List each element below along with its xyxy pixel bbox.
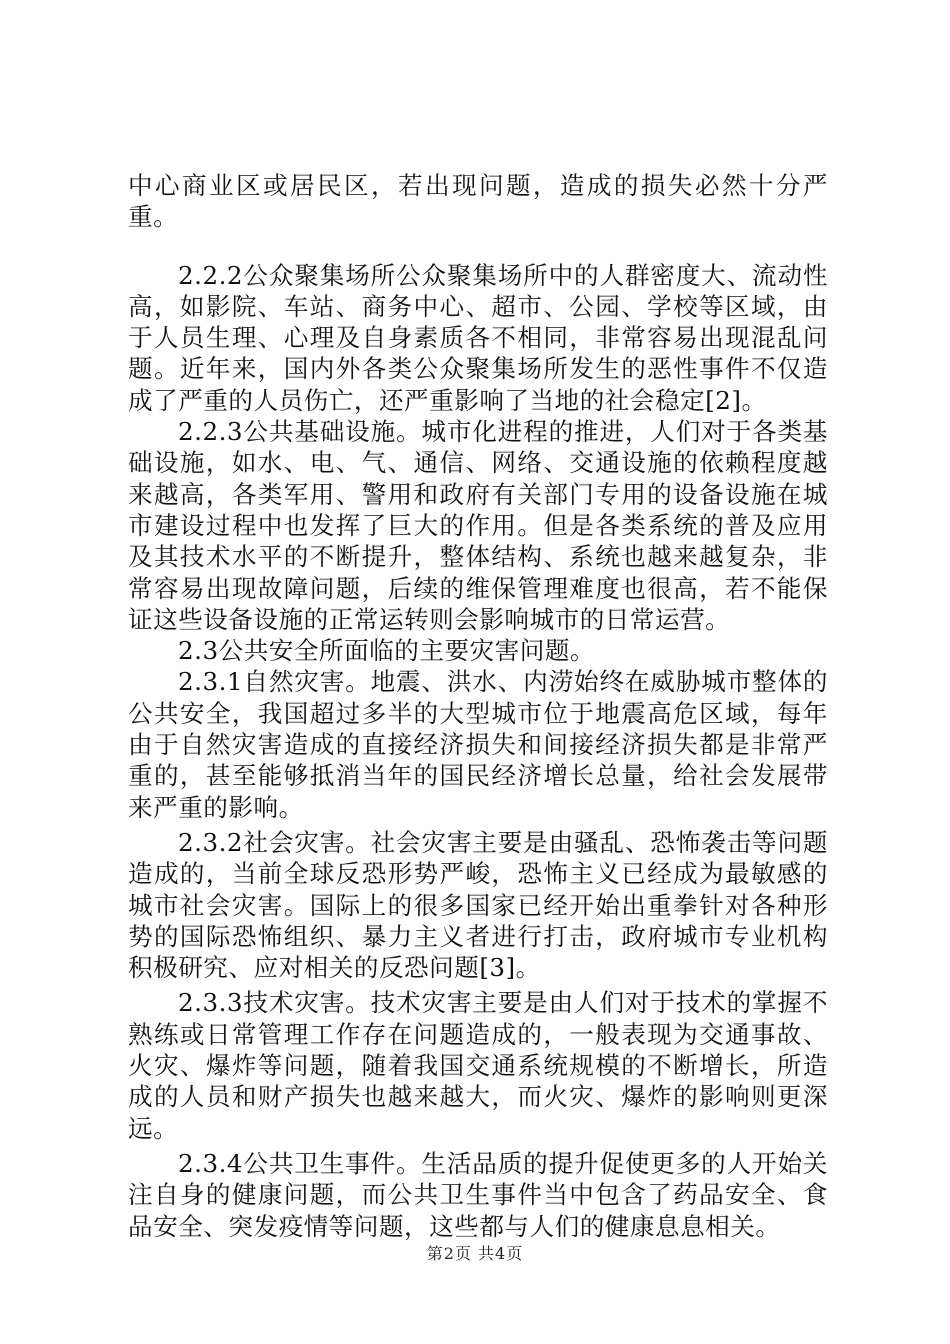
- document-body: [128, 170, 828, 1242]
- paragraph-2-3-4: 2.3.4公共卫生事件。生活品质的提升促使更多的人开始关注自身的健康问题，而公共卫生事件当中包含了药品安全、食品安全、突发疫情等问题，这些都与人们的健康息息相关。: [128, 1148, 828, 1241]
- paragraph-continuation: 中心商业区或居民区，若出现问题，造成的损失必然十分严重。: [128, 171, 828, 232]
- paragraph-2-2-2: 2.2.2公众聚集场所公众聚集场所中的人群密度大、流动性高，如影院、车站、商务中心、超市、公园、学校等区域，由于人员生理、心理及自身素质各不相同，非常容易出现混乱问题。近年来，国内外各类公众聚集场所发生的恶性事件不仅造成了严重的人员伤亡，还严重影响了当地的社会稳定[2]。: [128, 260, 828, 415]
- paragraph-2-2-3: 2.2.3公共基础设施。城市化进程的推进，人们对于各类基础设施，如水、电、气、通信、网络、交通设施的依赖程度越来越高，各类军用、警用和政府有关部门专用的设备设施在城市建设过程中也发挥了巨大的作用。但是各类系统的普及应用及其技术水平的不断提升，整体结构、系统也越来越复杂，非常容易出现故障问题，后续的维保管理难度也很高，若不能保证这些设备设施的正常运转则会影响城市的日常运营。: [128, 417, 828, 634]
- paragraph-2-3-3: 2.3.3技术灾害。技术灾害主要是由人们对于技术的掌握不熟练或日常管理工作存在问题造成的，一般表现为交通事故、火灾、爆炸等问题，随着我国交通系统规模的不断增长，所造成的人员和财产损失也越来越大，而火灾、爆炸的影响则更深远。: [128, 988, 828, 1143]
- page-number-footer: 第2页 共4页: [426, 1244, 524, 1263]
- paragraph-2-3-1: 2.3.1自然灾害。地震、洪水、内涝始终在威胁城市整体的公共安全，我国超过多半的大型城市位于地震高危区域，每年由于自然灾害造成的直接经济损失和间接经济损失都是非常严重的，甚至能够抵消当年的国民经济增长总量，给社会发展带来严重的影响。: [128, 667, 828, 822]
- section-heading-2-3: 2.3公共安全所面临的主要灾害问题。: [178, 636, 596, 666]
- paragraph-2-3-2: 2.3.2社会灾害。社会灾害主要是由骚乱、恐怖袭击等问题造成的，当前全球反恐形势严峻，恐怖主义已经成为最敏感的城市社会灾害。国际上的很多国家已经开始出重拳针对各种形势的国际恐怖组织、暴力主义者进行打击，政府城市专业机构积极研究、应对相关的反恐问题[3]。: [128, 827, 828, 983]
